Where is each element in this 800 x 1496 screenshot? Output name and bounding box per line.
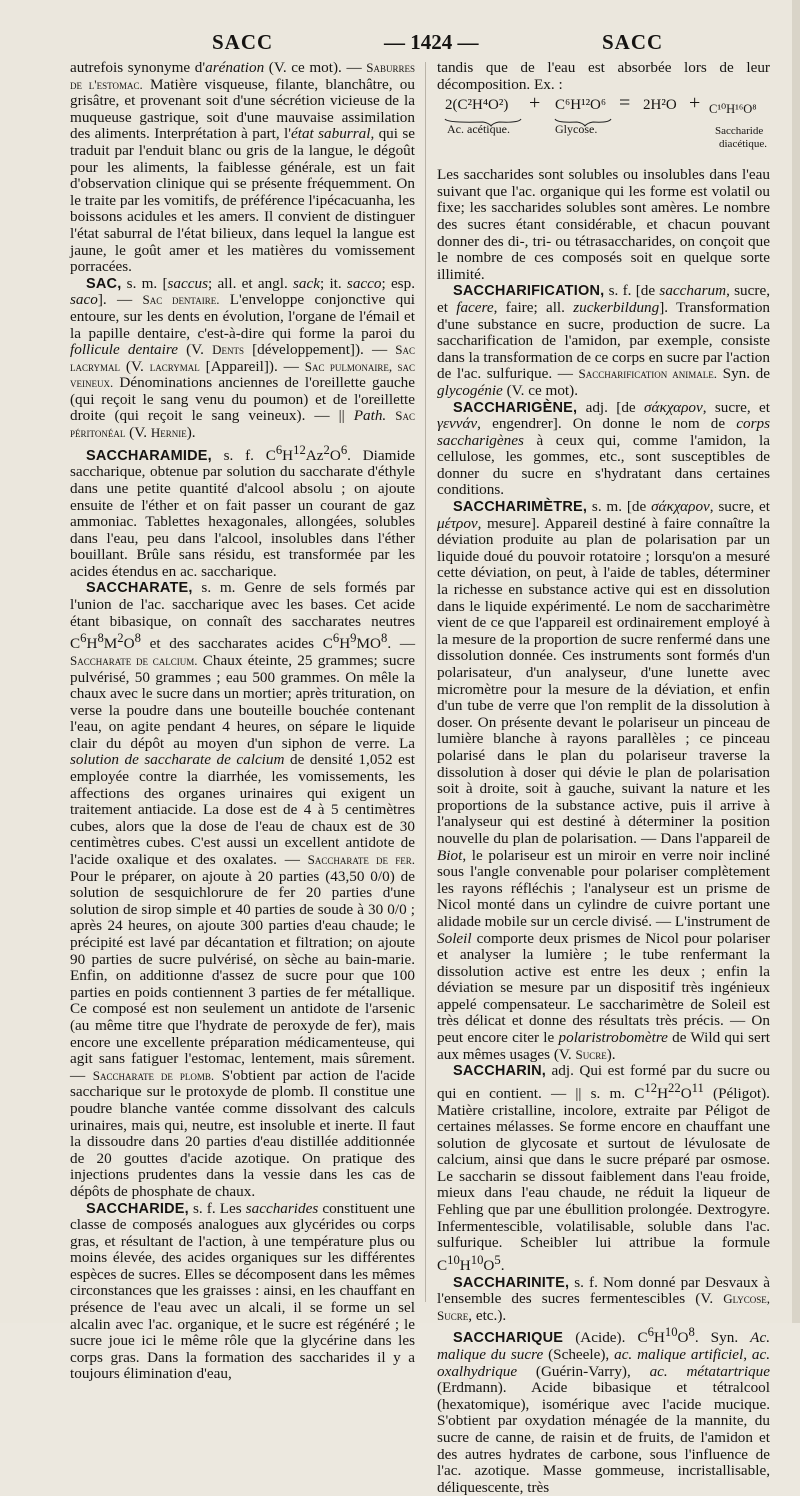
equation-label-saccharide: Saccharide xyxy=(715,125,764,138)
column-divider xyxy=(425,62,426,1302)
equation-label-glucose: Glycose. xyxy=(555,122,598,137)
page-edge xyxy=(792,0,800,1323)
dictionary-entry: SACCHARINITE, s. f. Nom donné par Desvaux à l'ensemble des sucres fermentescibles (V. Glycose, Sucre, etc.). xyxy=(437,1273,770,1324)
equation-reactant-glucose: C⁶H¹²O⁶ xyxy=(555,97,607,114)
left-column xyxy=(70,59,416,1383)
page-header xyxy=(0,30,800,56)
dictionary-entry: SACCHARIGÈNE, adj. [de σάκχαρον, sucre, et γεννάν, engendrer]. On donne le nom de corps saccharigènes à ceux qui, comme l'amidon, la cellulose, les gommes, etc., sont susceptibles de donner du sucre en s'hydratant dans certaines conditions. xyxy=(437,398,770,499)
equation-braces xyxy=(437,92,770,155)
page-number: — 1424 — xyxy=(384,30,479,54)
equation-plus-sign: + xyxy=(529,92,541,115)
entry-continuation: autrefois synonyme d'arénation (V. ce mot). — Saburres de l'estomac. Matière visqueuse, filante, blanchâtre, ou grisâtre, et provenant soit d'une sécrétion vicieuse de la muqueuse gastrique, soit d'une mauvaise assimilation des aliments. Interprétation à part, l'état saburral, qui se traduit par l'enduit blanc ou gris de la langue, le dégoût pour les aliments, la faiblesse générale, est un fait d'observation clinique qui se présente fréquemment. On le traite par les vomitifs, de préférence l'ipécacuanha, les boissons acidules et les amers. Il convient de distinguer l'état saburral de l'état bilieux, dans lequel la langue est jaune, le goût amer et les matières du vomissement porracées. xyxy=(70,59,415,276)
dictionary-entry: SACCHARIQUE (Acide). $C^6H^{10}O^8$. Syn. Ac. malique du sucre (Scheele), ac. malique artificiel, ac. oxalhydrique (Guérin-Varry), ac. métatartrique (Erdmann). Acide bibasique et tétralcool (hexatomique), isomérique avec l'acide mucique. S'obtient par oxydation ménagée de la mannite, du sucre de canne, de raisin et de fruits, de l'amidon et des autres hydrates de carbone, sous l'influence de l'ac. azotique. Masse gommeuse, incristallisable, déliquescente, très xyxy=(437,1325,771,1496)
equation-label-saccharide-type: diacétique. xyxy=(719,138,767,151)
right-column xyxy=(437,59,771,1496)
equation-plus-sign: + xyxy=(689,92,701,115)
entry-continuation: Les saccharides sont solubles ou insolubles dans l'eau suivant que l'ac. organique qui les forme est volatil ou fixe; les saccharides solubles sont amères. Le nombre des sucres étant considérable, et chacun pouvant donner des di-, tri- ou tétrasaccharides, on conçoit que le nombre de ces composés soit en quelque sorte illimité. xyxy=(437,166,770,283)
dictionary-entry: SACCHARIDE, s. f. Les saccharides constituent une classe de composés analogues aux glycérides ou corps gras, et résultant de l'action, à une température plus ou moins élevée, des acides organiques sur les différentes espèces de sucres. Elles se décomposent dans les mêmes circonstances que les graisses : ainsi, en les chauffant en présence de l'eau avec un alcali, il se forme un sel alcalin avec l'ac. organique, et le sucre est régénéré ; le sucre joue ici le même rôle que la glycérine dans les corps gras. Dans la formation des saccharides il y a toujours élimination d'eau, xyxy=(70,1199,415,1383)
dictionary-entry: SACCHARIN, adj. Qui est formé par du sucre ou qui en contient. — || s. m. $C^{12}H^{22}O^{11}$ (Péligot). Matière cristalline, incolore, extraite par Péligot de certaines mélasses. Se forme encore en chauffant une solution de glycosate et surtout de lévulosate de calcium, ainsi que dans le sucre préparé par osmose. Le saccharin se dissout faiblement dans l'eau froide, mieux dans l'eau chaude, ne réduit la liqueur de Fehling que par une ébullition prolongée. Dextrogyre. Infermentescible, volatilisable, soluble dans l'ac. sulfurique. Scheibler lui attribue la formule $C^{10}H^{10}O^5$. xyxy=(437,1062,770,1274)
chemical-equation xyxy=(437,92,770,163)
dictionary-entry: SACCHARIFICATION, s. f. [de saccharum, sucre, et facere, faire; all. zuckerbildung]. Transformation d'une substance en sucre, production de sucre. La saccharification de l'amidon, par exemple, consiste dans la transformation de ce corps en sucre par l'action de l'ac. sulfurique. — Saccharification animale. Syn. de glycogénie (V. ce mot). xyxy=(437,282,771,399)
dictionary-entry: SACCHARATE, s. m. Genre de sels formés par l'union de l'ac. saccharique avec les bases. Cet acide étant bibasique, on connaît des saccharates neutres $C^6H^8M^2O^8$ et des saccharates acides $C^6H^9MO^8$. — Saccharate de calcium. Chaux éteinte, 25 grammes; sucre pulvérisé, 50 grammes ; eau 500 grammes. On mêle la chaux avec le sucre dans un mortier; après trituration, on verse la poudre dans une bouteille bouchée contenant l'eau, on agite pendant 4 heures, on sépare le liquide clair du dépôt au moyen d'un siphon de verre. La solution de saccharate de calcium de densité 1,052 est employée contre la diarrhée, les vomissements, les affections des organes urinaires qui exigent un traitement antiacide. La dose est de 4 à 5 centimètres cubes, alors que la dose de l'eau de chaux est de 30 centimètres cubes. C'est aussi un excellent antidote de l'acide oxalique et des oxalates. — Saccharate de fer. Pour le préparer, on ajoute à 20 parties (43,50 0/0) de solution de sesquichlorure de fer 20 parties d'une solution de sirop simple et 40 parties de soude à 30 0/0 ; après 24 heures, on ajoute 300 parties d'eau chaude; le précipité est lavé par décantation et filtration; on ajoute 90 parties de sucre pulvérisé, on sèche au bain-marie. Enfin, on additionne d'assez de sucre pour que 100 parties en poids contiennent 3 parties de fer métallique. Ce composé est non seulement un antidote de l'arsenic (au même titre que l'hydrate de peroxyde de fer), mais encore une excellente préparation médicamenteuse, qui agit sans fatiguer l'estomac, lentement, mais sûrement. — Saccharate de plomb. S'obtient par action de l'acide saccharique sur le protoxyde de plomb. Il constitue une poudre blanche vantée comme dissolvant des calculs urinaires, mais qui, neutre, est insoluble et inerte. Il faut la dissoudre dans 20 parties d'eau distillée additionnée de 20 gouttes d'acide azotique. On pratique des injections prudentes dans la vessie dans les cas de dépôts de phosphate de chaux. xyxy=(70,579,416,1200)
entry-continuation: tandis que de l'eau est absorbée lors de leur décomposition. Ex. : xyxy=(437,59,770,93)
equation-product-saccharide: C¹⁰H¹⁶O⁸ xyxy=(709,102,757,117)
equation-equals-sign: = xyxy=(619,92,631,115)
dictionary-entry: SACCHARIMÈTRE, s. m. [de σάκχαρον, sucre, et μέτρον, mesure]. Appareil destiné à faire connaître la déviation produite au plan de polarisation par un liquide doué du pouvoir rotatoire ; lorsqu'on a mesuré cette déviation, on peut, à l'aide de tables, déterminer la richesse en substance active qui est en dissolution dans le liquide expérimenté. Le nom de saccharimètre vient de ce que l'appareil est ordinairement employé à la mesure de la proportion de sucre renfermé dans une dissolution donnée. Ces instruments sont formés d'un polarisateur, d'un analyseur, d'une lunette avec micromètre pour la mesure de la déviation, et enfin d'un tube de verre que l'on remplit de la dissolution à doser. On présente devant le polariseur un pinceau de lumière blanche à rayons parallèles ; ce pinceau polarisé dans le plan du polariseur traverse la dissolution à doser qui dévie le plan de polarisation soit à droite, soit à gauche, suivant la nature et les proportions de la substance active, puis il arrive à l'analyseur qui est destiné à déterminer la position nouvelle du plan de polarisation. — Dans l'appareil de Biot, le polariseur est un miroir en verre noir incliné sous l'angle convenable pour polariser complètement les rayons réfléchis ; l'analyseur est un prisme de Nicol monté dans un cylindre de cuivre portant une alidade mobile sur un cercle divisé. — L'instrument de Soleil comporte deux prismes de Nicol pour polariser et analyser la lumière ; le tube renfermant la dissolution active est entre les deux ; enfin la déviation se mesure par un dispositif très ingénieux appelé compensateur. Le saccharimètre de Soleil est très délicat et donne des résultats très précis. — On peut encore citer le polaristrobomètre de Wild qui sert aux mêmes usages (V. Sucre). xyxy=(437,498,770,1063)
running-head-left: SACC xyxy=(212,30,274,54)
running-head-right: SACC xyxy=(602,30,664,54)
equation-label-acid: Ac. acétique. xyxy=(447,122,510,137)
equation-product-water: 2H²O xyxy=(643,97,677,114)
dictionary-entry: SACCHARAMIDE, s. f. $C^6H^{12}Az^2O^6$. Diamide saccharique, obtenue par solution du saccharate d'éthyle dans une petite quantité d'alcool absolu ; on ajoute ensuite de l'éther et on fait passer un courant de gaz ammoniac. Tablettes hexagonales, allongées, solubles dans l'eau, peu dans l'alcool, insolubles dans l'éther bouillant. Brûle sans résidu, est transformée par les acides étendus en ac. saccharique. xyxy=(70,442,415,580)
dictionary-entry: SAC, s. m. [saccus; all. et angl. sack; it. sacco; esp. saco]. — Sac dentaire. L'enveloppe conjonctive qui entoure, sur les dents en évolution, l'organe de l'émail et la papille dentaire, c'est-à-dire qui forme la paroi du follicule dentaire (V. Dents [développement]). — Sac lacrymal (V. lacrymal [Appareil]). — Sac pulmonaire, sac veineux. Dénominations anciennes de l'oreillette gauche (qui reçoit le sang venu du poumon) et de l'oreillette droite (qui reçoit le sang veineux). — || Path. Sac péritonéal (V. Hernie). xyxy=(70,274,416,442)
equation-reactant-acid: 2(C²H⁴O²) xyxy=(445,97,509,114)
